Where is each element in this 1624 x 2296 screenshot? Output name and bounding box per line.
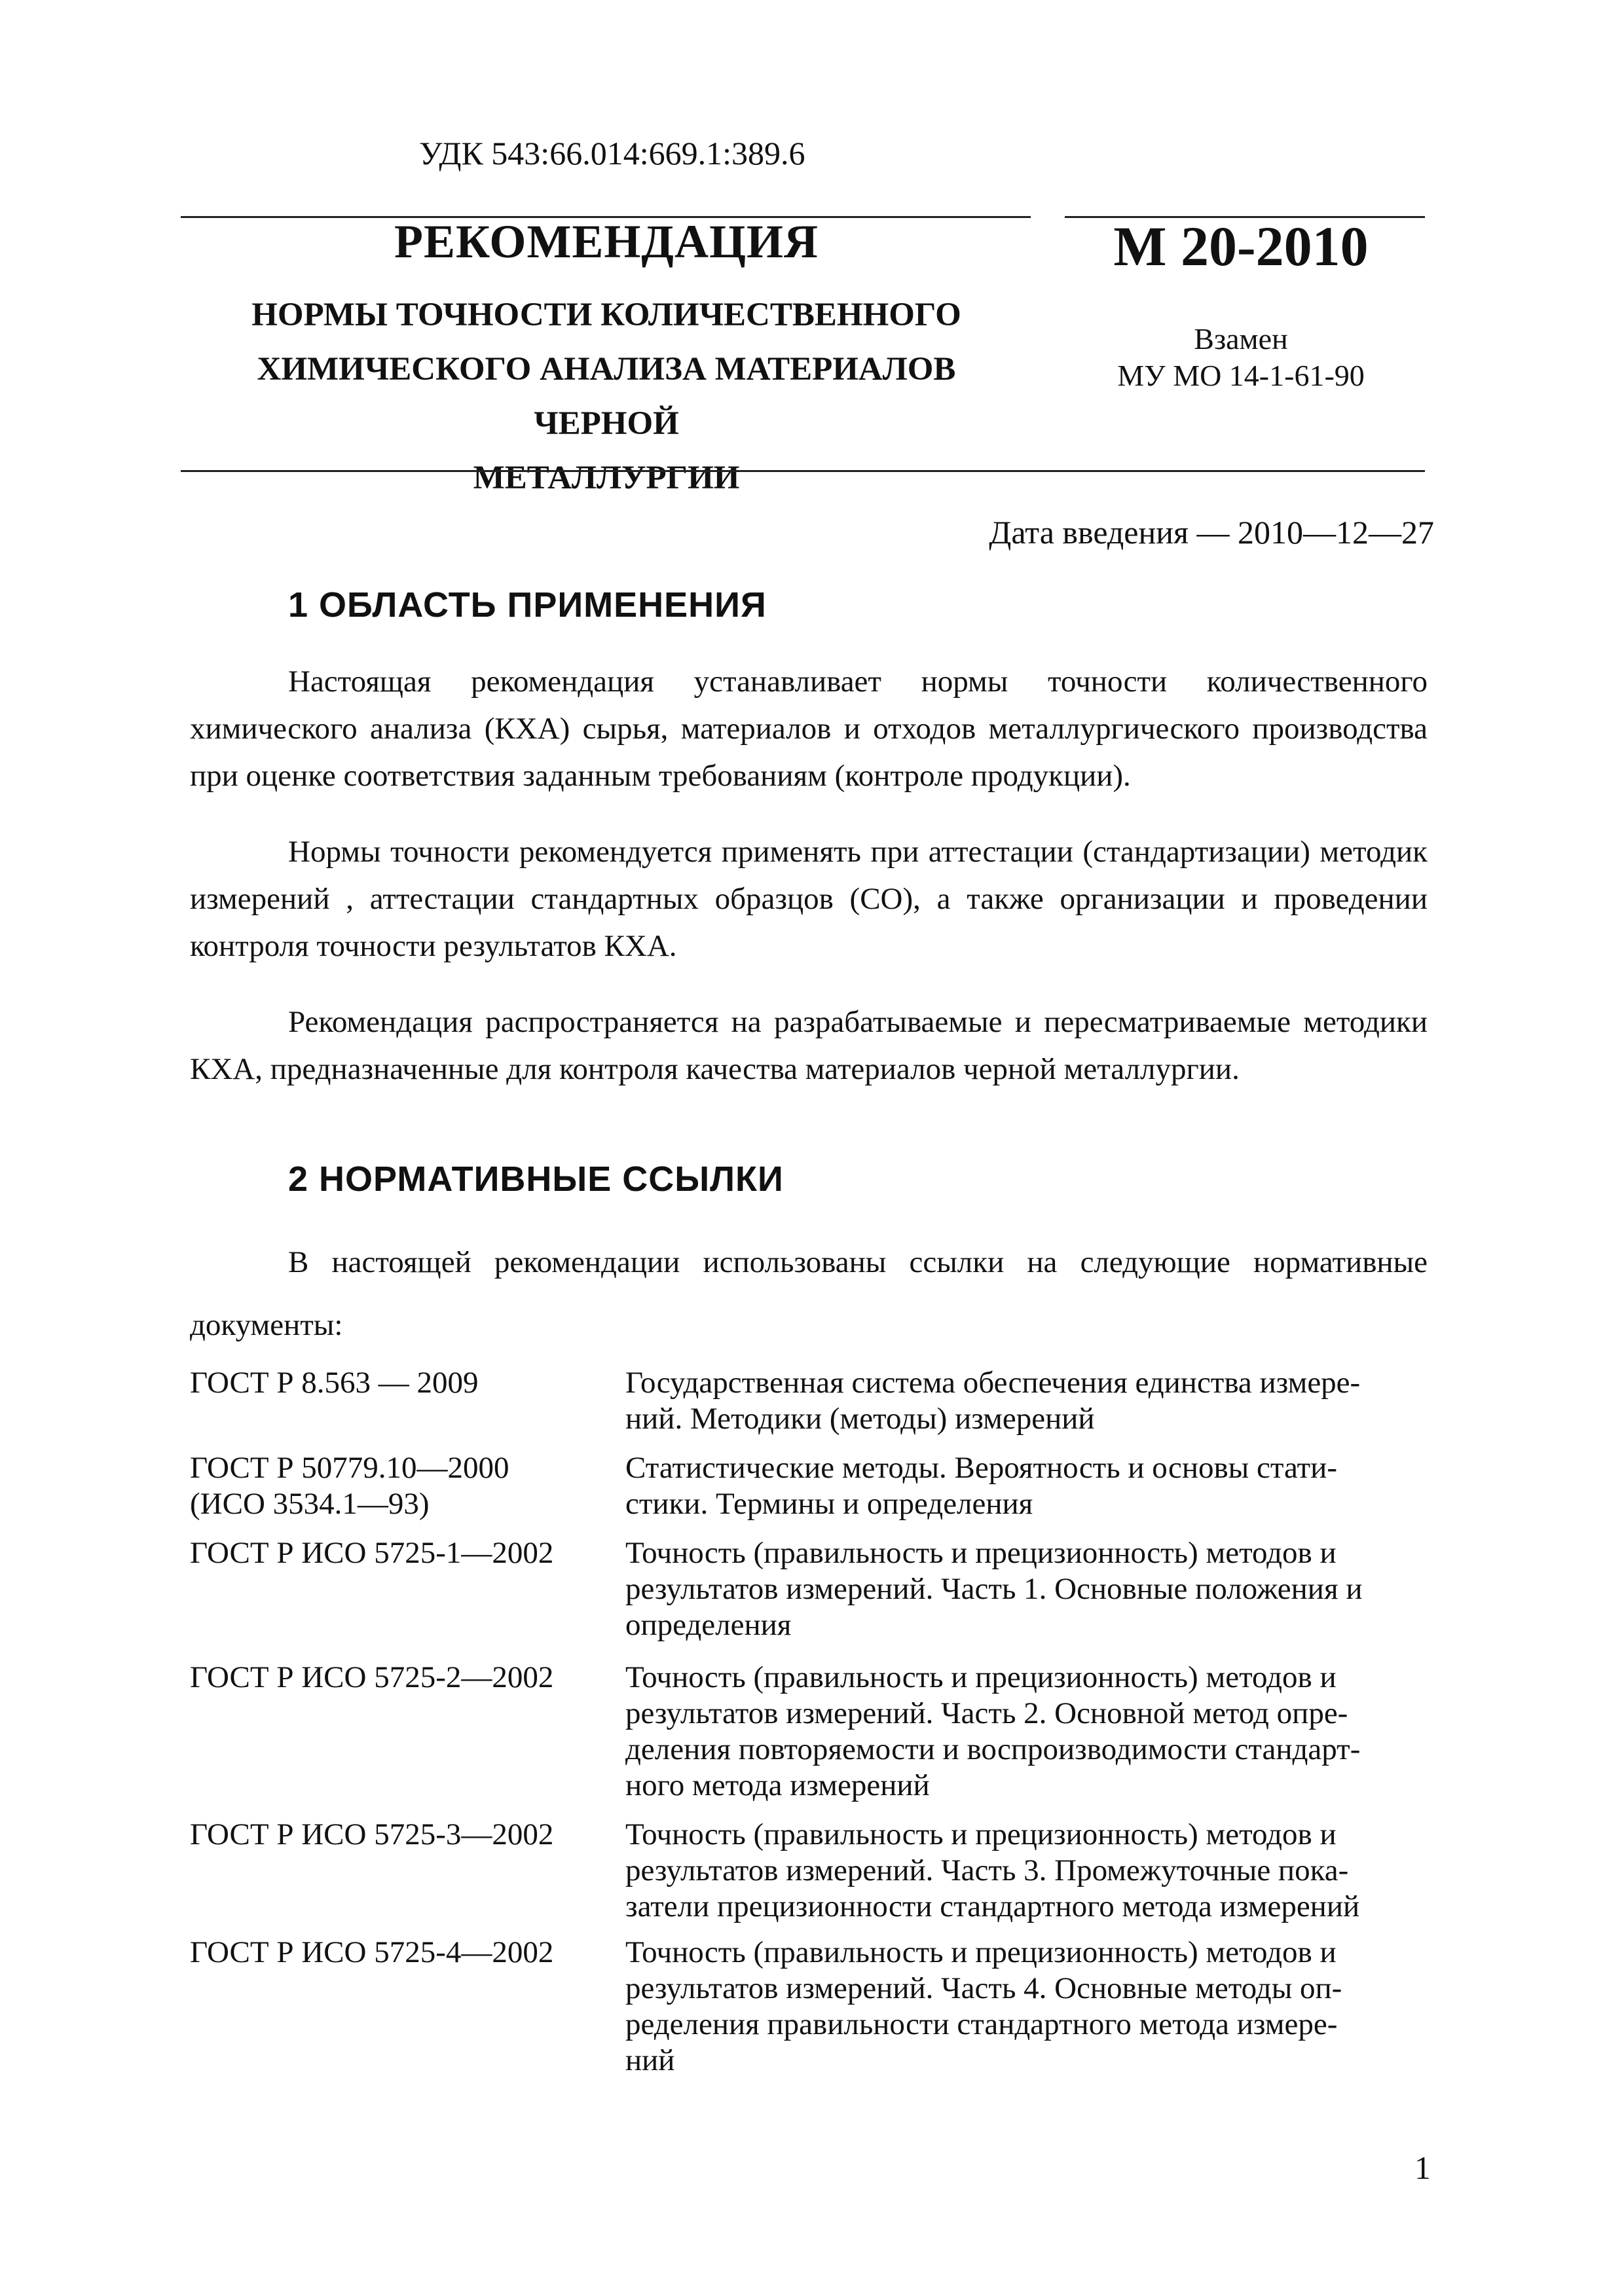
reference-code [190, 1817, 609, 1853]
introduction-date: Дата введения — 2010—12—27 [989, 514, 1434, 551]
reference-title-line: ного метода измерений [625, 1768, 930, 1802]
reference-code-line: ГОСТ Р ИСО 5725-3—2002 [190, 1817, 554, 1851]
reference-title [625, 1450, 1428, 1522]
reference-title [625, 1935, 1428, 2079]
replaces-label: Взамен [1194, 322, 1288, 355]
reference-code-line: ГОСТ Р ИСО 5725-1—2002 [190, 1536, 554, 1570]
reference-code-line: ГОСТ Р 50779.10—2000 [190, 1451, 509, 1485]
section-2-intro: В настоящей рекомендации использованы ссылки на следующие нормативные документы: [190, 1245, 1428, 1342]
reference-title-line: определения [625, 1608, 792, 1642]
reference-title-line: стики. Термины и определения [625, 1487, 1033, 1521]
reference-title-line: ний [625, 2043, 675, 2077]
reference-code [190, 1935, 609, 1971]
header-bottom-rule [181, 470, 1425, 472]
reference-title-line: Статистические методы. Вероятность и основы стати- [625, 1451, 1337, 1485]
document-type-title: РЕКОМЕНДАЦИЯ [394, 215, 819, 268]
replaces-code: МУ МО 14-1-61-90 [1117, 359, 1365, 392]
document-code: М 20-2010 [1113, 215, 1369, 278]
reference-title [625, 1817, 1428, 1925]
reference-title-line: Точность (правильность и прецизионность) методов и [625, 1660, 1337, 1694]
section-1-paragraph-3: Рекомендация распространяется на разрабатываемые и пересматриваемые методики КХА, предназначенные для контроля качества материалов черной металлургии. [190, 1005, 1428, 1086]
reference-code [190, 1660, 609, 1696]
document-title-line: НОРМЫ ТОЧНОСТИ КОЛИЧЕСТВЕННОГО [251, 297, 961, 333]
reference-code-line: ГОСТ Р ИСО 5725-2—2002 [190, 1660, 554, 1694]
reference-code [190, 1535, 609, 1571]
replaces-block [1061, 321, 1421, 394]
reference-code [190, 1365, 609, 1401]
document-title-line: МЕТАЛЛУРГИИ [473, 460, 740, 496]
reference-title-line: деления повторяемости и воспроизводимости стандарт- [625, 1732, 1361, 1766]
section-1-paragraph-2: Нормы точности рекомендуется применять при аттестации (стандартизации) методик измерений , аттестации стандартных образцов (СО), а также организации и проведении контроля точности результатов КХА. [190, 835, 1428, 963]
reference-title [625, 1535, 1428, 1643]
page-number: 1 [1414, 2149, 1431, 2186]
section-2-heading: 2 НОРМАТИВНЫЕ ССЫЛКИ [288, 1159, 784, 1199]
reference-title-line: Точность (правильность и прецизионность) методов и [625, 1935, 1337, 1969]
reference-title-line: Государственная система обеспечения единства измере- [625, 1366, 1361, 1400]
reference-title-line: результатов измерений. Часть 3. Промежуточные пока- [625, 1853, 1349, 1887]
reference-title-line: затели прецизионности стандартного метода измерений [625, 1889, 1360, 1923]
reference-code-line: ГОСТ Р 8.563 — 2009 [190, 1366, 479, 1400]
reference-code-line: (ИСО 3534.1—93) [190, 1487, 430, 1521]
section-1-heading: 1 ОБЛАСТЬ ПРИМЕНЕНИЯ [288, 585, 767, 625]
udk-code: УДК 543:66.014:669.1:389.6 [419, 135, 805, 172]
reference-title-line: Точность (правильность и прецизионность) методов и [625, 1536, 1337, 1570]
reference-title-line: Точность (правильность и прецизионность) методов и [625, 1817, 1337, 1851]
document-title [181, 288, 1032, 505]
reference-title [625, 1365, 1428, 1437]
reference-title-line: результатов измерений. Часть 2. Основной метод опре- [625, 1696, 1348, 1730]
reference-code [190, 1450, 609, 1522]
reference-title-line: ределения правильности стандартного метода измере- [625, 2007, 1338, 2041]
reference-code-line: ГОСТ Р ИСО 5725-4—2002 [190, 1935, 554, 1969]
section-1-paragraph-1: Настоящая рекомендация устанавливает нормы точности количественного химического анализа (КХА) сырья, материалов и отходов металлургического производства при оценке соответствия заданным требованиям (контроле продукции). [190, 665, 1428, 793]
reference-title [625, 1660, 1428, 1804]
reference-title-line: ний. Методики (методы) измерений [625, 1402, 1095, 1436]
reference-title-line: результатов измерений. Часть 4. Основные методы оп- [625, 1971, 1342, 2005]
document-title-line: ХИМИЧЕСКОГО АНАЛИЗА МАТЕРИАЛОВ ЧЕРНОЙ [257, 351, 956, 442]
reference-title-line: результатов измерений. Часть 1. Основные положения и [625, 1572, 1363, 1606]
